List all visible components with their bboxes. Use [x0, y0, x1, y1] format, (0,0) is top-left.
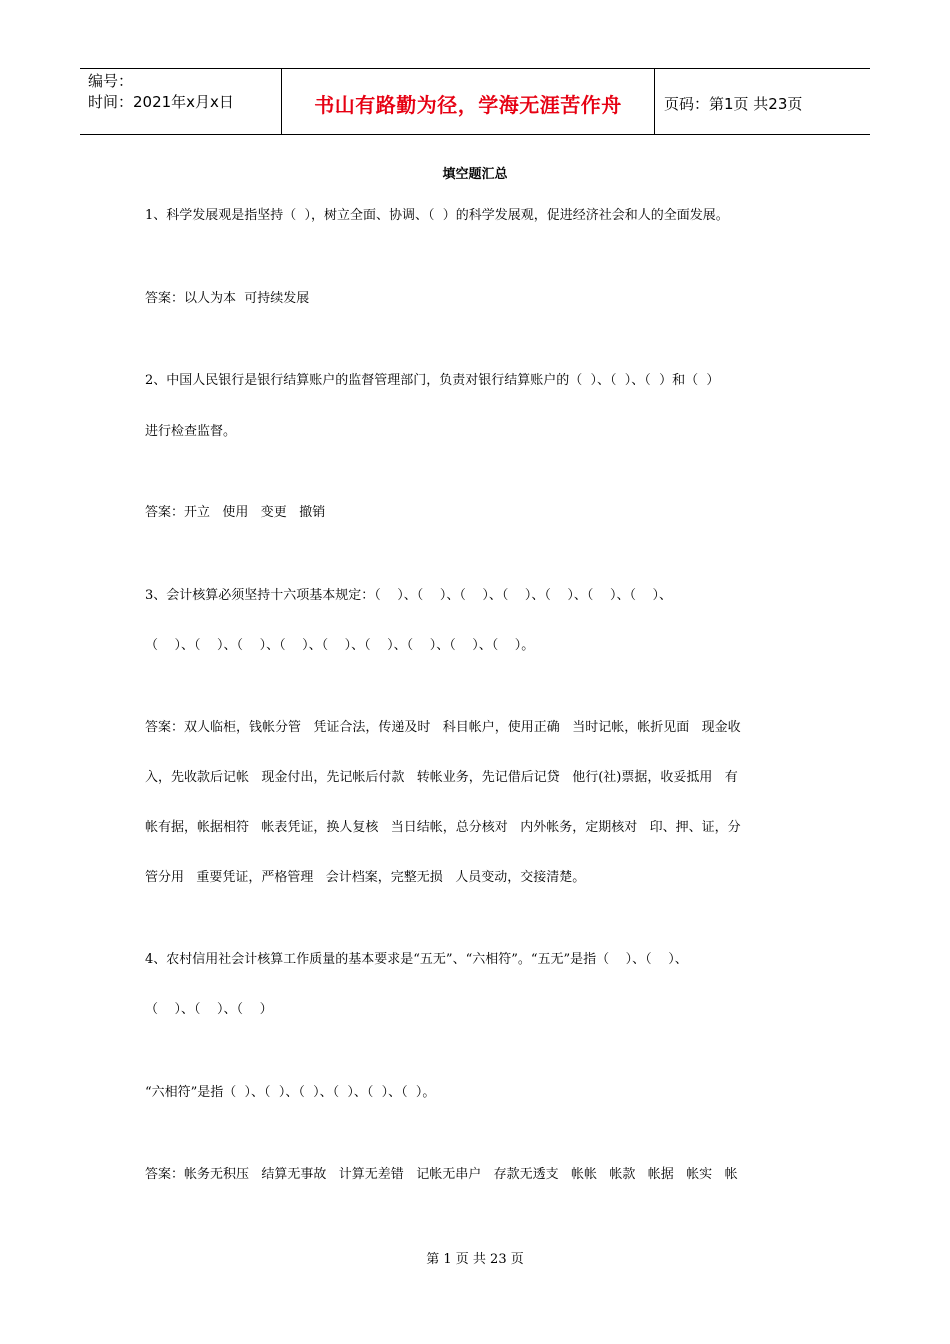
question-3-line-2: （ ）、（ ）、（ ）、（ ）、（ ）、（ ）、（ ）、（ ）、（ ）。	[145, 638, 535, 653]
question-4-line-2: （ ）、（ ）、（ ）	[145, 1002, 273, 1017]
answer-2: 答案：开立 使用 变更 撤销	[145, 505, 326, 520]
answer-3-line-4: 管分用 重要凭证，严格管理 会计档案，完整无损 人员变动，交接清楚。	[145, 870, 586, 885]
header-meta	[88, 71, 234, 113]
header-time-label: 时间：2021年x月x日	[88, 93, 234, 111]
header-motto: 书山有路勤为径，学海无涯苦作舟	[314, 93, 622, 117]
question-2-line-1: 2、中国人民银行是银行结算账户的监督管理部门，负责对银行结算账户的（ ）、（ ）、（ ）和（ ）	[145, 373, 720, 388]
header-page-info: 页码：第1页 共23页	[664, 95, 803, 113]
document-header	[80, 68, 870, 135]
answer-3-line-1: 答案：双人临柜，钱帐分管 凭证合法，传递及时 科目帐户，使用正确 当时记帐，帐折见面 现金收	[145, 720, 741, 735]
question-1: 1、科学发展观是指坚持（ ），树立全面、协调、（ ）的科学发展观，促进经济社会和人的全面发展。	[145, 208, 729, 223]
question-4-line-1: 4、农村信用社会计核算工作质量的基本要求是“五无”、“六相符”。“五无”是指（ ）、（ ）、	[145, 952, 688, 967]
header-divider	[654, 69, 655, 134]
question-4-line-3: “六相符”是指（ ）、（ ）、（ ）、（ ）、（ ）、（ ）。	[145, 1085, 436, 1100]
question-2-line-2: 进行检查监督。	[145, 424, 237, 439]
document-title: 填空题汇总	[442, 167, 508, 182]
answer-3-line-3: 帐有据，帐据相符 帐表凭证，换人复核 当日结帐，总分核对 内外帐务，定期核对 印、押、证，分	[145, 820, 741, 835]
question-3-line-1: 3、会计核算必须坚持十六项基本规定：（ ）、（ ）、（ ）、（ ）、（ ）、（ ）、（ ）、	[145, 588, 672, 603]
page-footer: 第 1 页 共 23 页	[426, 1252, 524, 1267]
answer-1: 答案：以人为本 可持续发展	[145, 291, 310, 306]
answer-4-line-1: 答案：帐务无积压 结算无事故 计算无差错 记帐无串户 存款无透支 帐帐 帐款 帐据 帐实 帐	[145, 1167, 738, 1182]
header-number-label: 编号：	[88, 72, 134, 90]
answer-3-line-2: 入，先收款后记帐 现金付出，先记帐后付款 转帐业务，先记借后记贷 他行(社)票据，收妥抵用 有	[145, 770, 738, 785]
